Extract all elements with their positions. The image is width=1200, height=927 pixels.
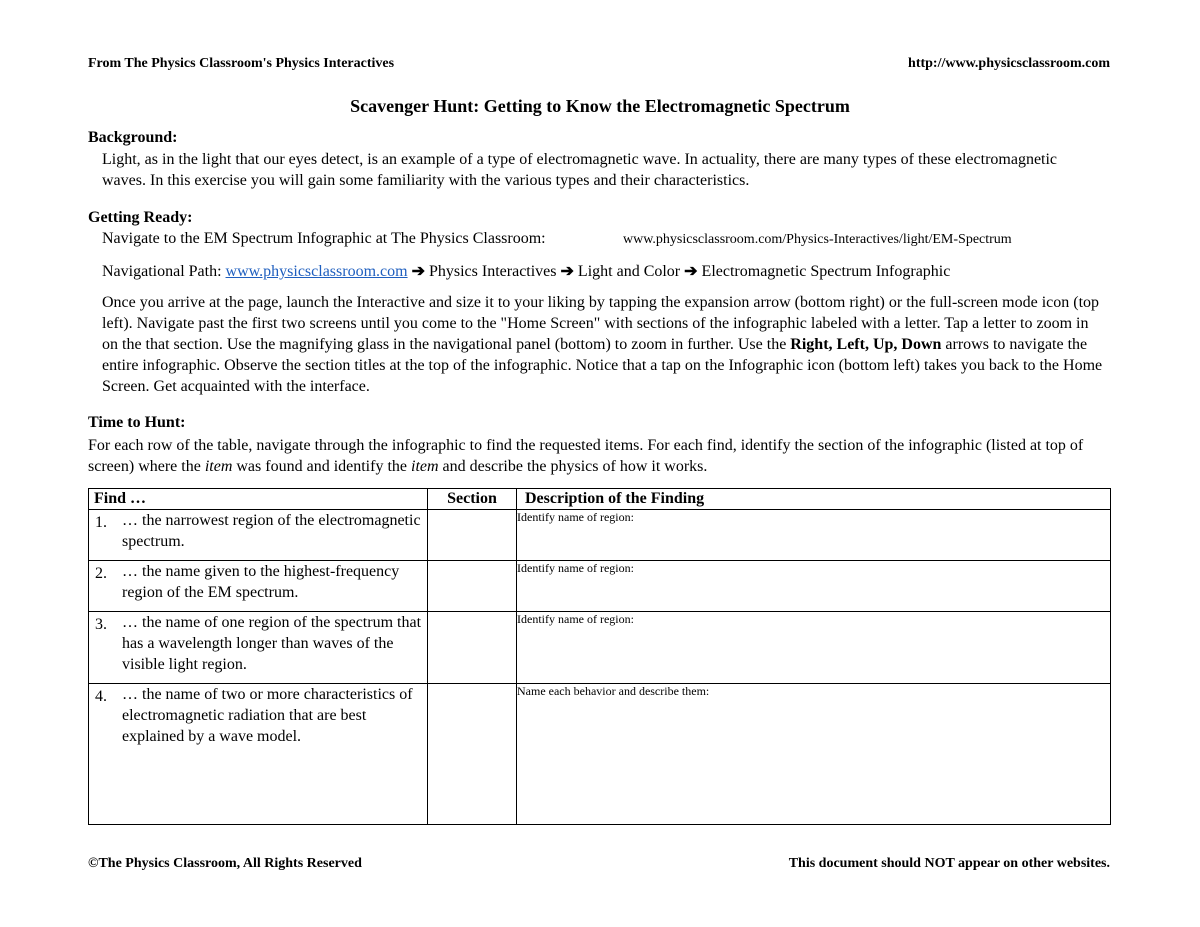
instructions-paragraph (102, 292, 1105, 397)
path-arrow-icon: ➔ (560, 263, 574, 280)
table-row (89, 561, 1111, 612)
find-text: … the narrowest region of the electromagnetic spectrum. (122, 512, 421, 550)
header-source: From The Physics Classroom's Physics Interactives (88, 56, 395, 71)
table-header-row (89, 489, 1111, 510)
path-home-link[interactable]: www.physicsclassroom.com (225, 263, 408, 280)
instructions-arrows-bold: Right, Left, Up, Down (790, 336, 942, 353)
row-number: 3. (95, 616, 107, 633)
row-number: 4. (95, 688, 107, 705)
description-answer-cell[interactable]: Name each behavior and describe them: (517, 684, 1111, 825)
path-label: Navigational Path: (102, 263, 222, 280)
navigate-label: Navigate to the EM Spectrum Infographic at The Physics Classroom: (102, 230, 546, 247)
description-answer-cell[interactable]: Identify name of region: (517, 612, 1111, 684)
column-header-section: Section (428, 489, 517, 510)
section-answer-cell[interactable] (428, 612, 517, 684)
item-word: item (411, 458, 439, 475)
row-number: 2. (95, 565, 107, 582)
scavenger-hunt-table (88, 488, 1111, 825)
find-text: … the name of one region of the spectrum that has a wavelength longer than waves of the visible light region. (122, 614, 422, 673)
description-answer-cell[interactable]: Identify name of region: (517, 510, 1111, 561)
column-header-description: Description of the Finding (517, 489, 1111, 510)
background-heading: Background: (88, 129, 178, 146)
path-step-infographic: Electromagnetic Spectrum Infographic (701, 263, 951, 280)
find-text: … the name of two or more characteristics of electromagnetic radiation that are best explained by a wave model. (122, 686, 413, 745)
table-row (89, 612, 1111, 684)
row-number: 1. (95, 514, 107, 531)
path-step-interactives: Physics Interactives (428, 263, 557, 280)
navigate-url: www.physicsclassroom.com/Physics-Interactives/light/EM-Spectrum (623, 232, 1012, 247)
section-answer-cell[interactable] (428, 510, 517, 561)
section-answer-cell[interactable] (428, 684, 517, 825)
time-to-hunt-heading: Time to Hunt: (88, 414, 186, 431)
page-title: Scavenger Hunt: Getting to Know the Electromagnetic Spectrum (350, 96, 850, 116)
header-url: http://www.physicsclassroom.com (908, 56, 1110, 71)
footer-notice: This document should NOT appear on other websites. (788, 856, 1110, 871)
column-header-find: Find … (89, 489, 428, 510)
table-row (89, 684, 1111, 825)
section-answer-cell[interactable] (428, 561, 517, 612)
item-word: item (204, 458, 233, 475)
find-text: … the name given to the highest-frequency region of the EM spectrum. (122, 563, 400, 601)
hunt-instructions: For each row of the table, navigate through the infographic to find the requested items. For each find, identify the section of the infographic (listed at top of screen) where the item was found and identify the item and describe the physics of how it works. (88, 437, 1084, 475)
find-cell (89, 510, 428, 561)
instructions-part2: arrows to navigate the entire infographic. Observe the section titles at the top of the infographic. Notice that a tap on the Infographic icon (bottom left) takes you back to the Home Screen. Get acquainted with the interface. (102, 336, 1103, 395)
find-cell (89, 561, 428, 612)
instructions-part1: Once you arrive at the page, launch the Interactive and size it to your liking by tapping the expansion arrow (bottom right) or the full-screen mode icon (top left). Navigate past the first two screens until you come to the "Home Screen" with sections of the infographic labeled with a letter. Tap a letter to zoom in on the that section. Use the magnifying glass in the navigational panel (bottom) to zoom in further. Use the (102, 294, 1100, 353)
background-text: Light, as in the light that our eyes detect, is an example of a type of electromagnetic wave. In actuality, there are many types of these electromagnetic waves. In this exercise you will gain some familiarity with the various types and their characteristics. (102, 151, 1058, 189)
find-cell (89, 612, 428, 684)
description-answer-cell[interactable]: Identify name of region: (517, 561, 1111, 612)
navigational-path (102, 261, 950, 281)
path-arrow-icon: ➔ (684, 263, 698, 280)
path-arrow-icon: ➔ (411, 263, 425, 280)
path-step-light-color: Light and Color (577, 263, 681, 280)
footer-copyright: ©The Physics Classroom, All Rights Reserved (88, 856, 362, 871)
getting-ready-heading: Getting Ready: (88, 209, 193, 226)
find-cell (89, 684, 428, 825)
table-row (89, 510, 1111, 561)
